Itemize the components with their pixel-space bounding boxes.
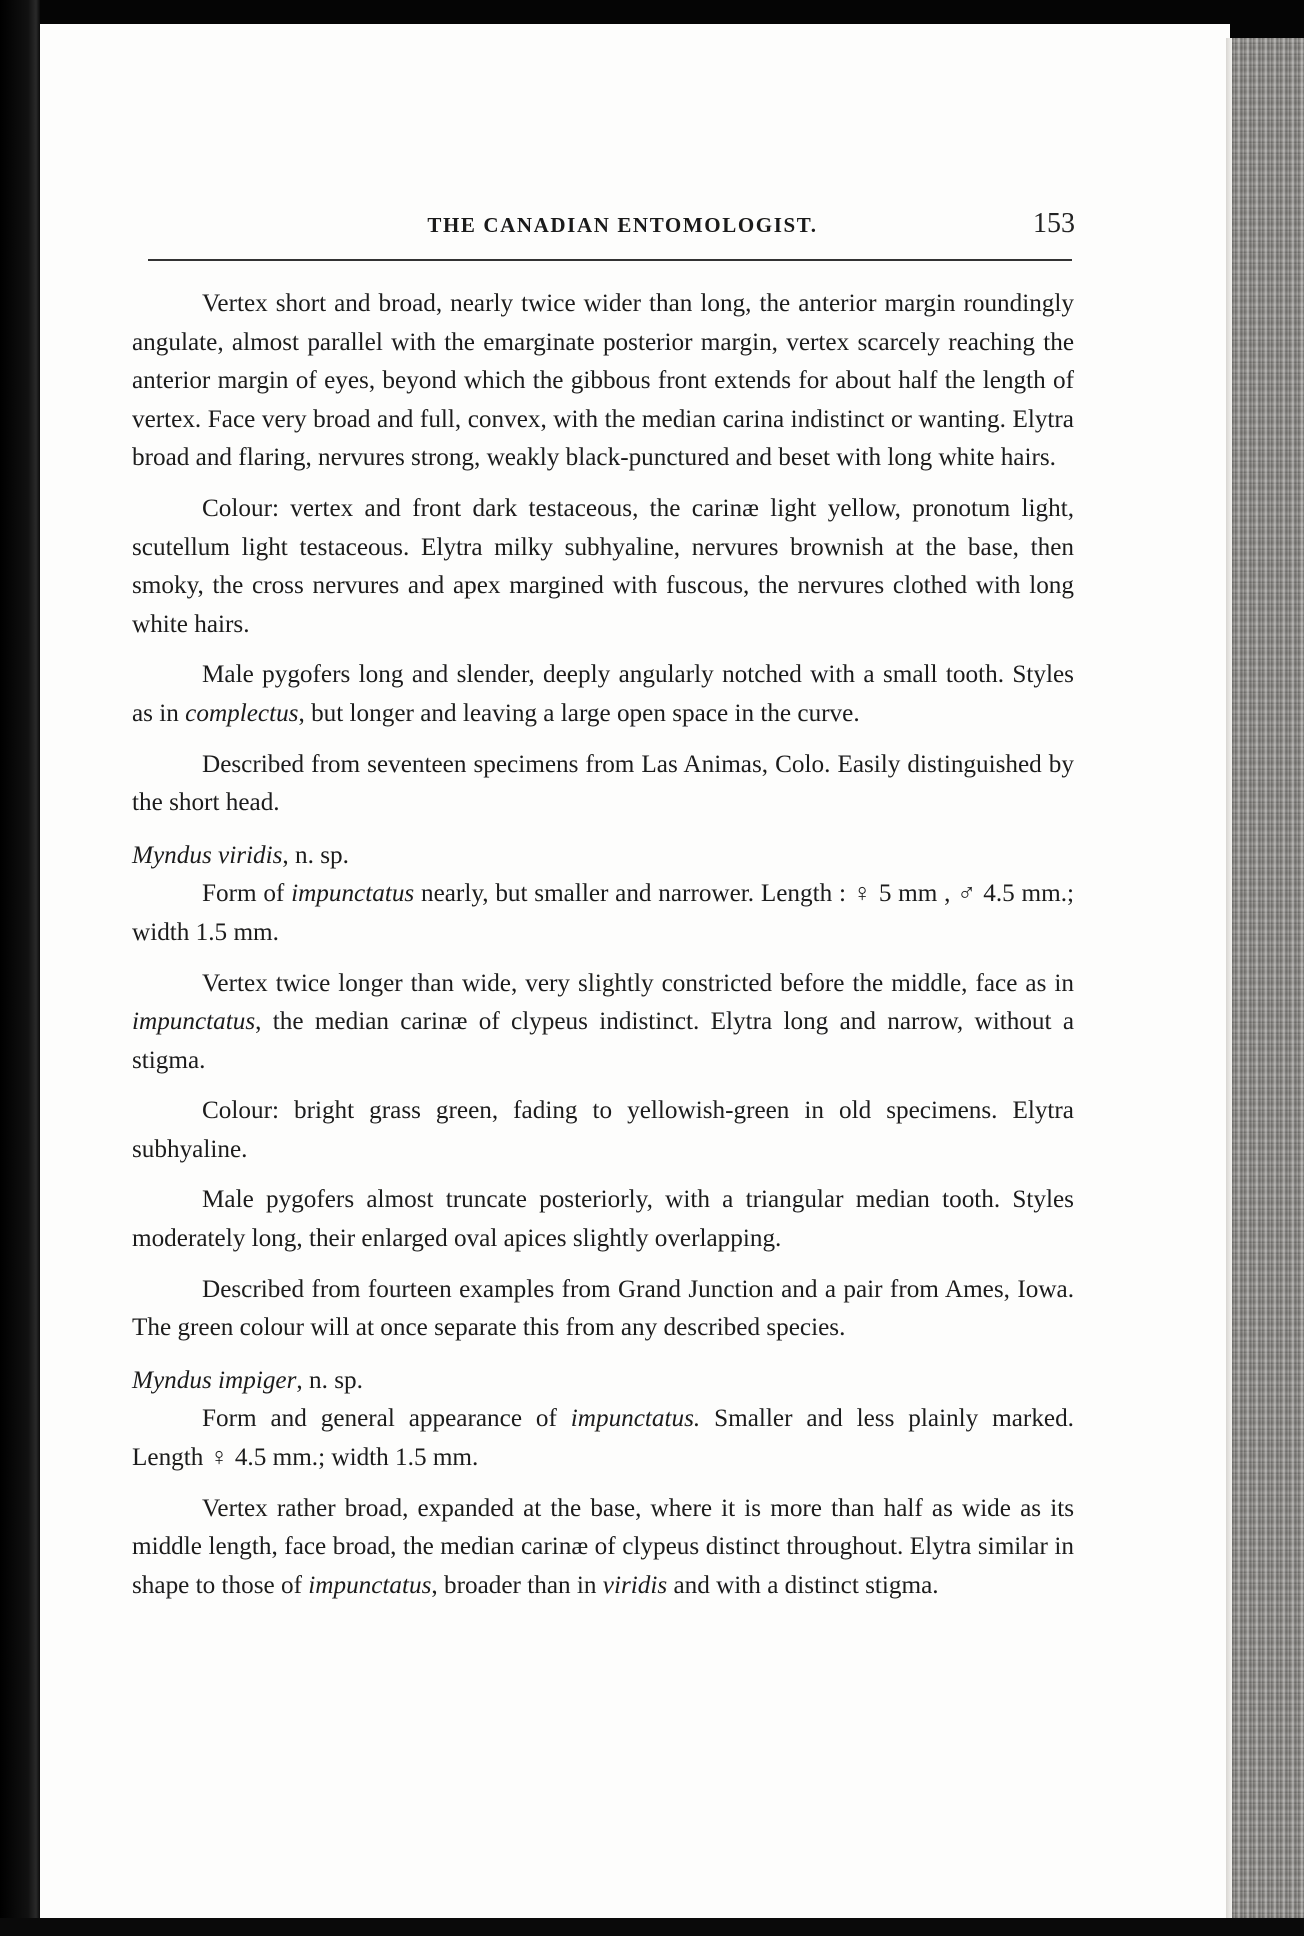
species-tail: , n. sp.	[282, 841, 349, 869]
paragraph-vertex-description: Vertex short and broad, nearly twice wider than long, the anterior margin roundingly angulate, almost parallel with the emarginate posterior margin, vertex scarcely reaching the anterior margin of eyes, beyond which the gibbous front extends for about half the length of vertex. Face very broad and full, convex, with the median carina indistinct or wanting. Elytra broad and flaring, nervures strong, weakly black-punctured and beset with long white hairs.	[132, 290, 1074, 472]
text-run: , but longer and leaving a large open space in the curve.	[298, 699, 860, 727]
paragraph-colour: Colour: vertex and front dark testaceous, the carinæ light yellow, pronotum light, scutellum light testaceous. Elytra milky subhyaline, nervures brownish at the base, then smoky, the cross nervures and apex margined with fuscous, the nervures clothed with long white hairs.	[132, 494, 1074, 638]
page-number: 153	[1033, 208, 1075, 239]
header-rule	[148, 259, 1072, 261]
species-tail: , n. sp.	[296, 1366, 363, 1394]
paragraph-described-from: Described from fourteen examples from Grand Junction and a pair from Ames, Iowa. The green colour will at once separate this from any described species.	[132, 1275, 1074, 1342]
book-page-edges	[1226, 38, 1304, 1936]
paragraph-vertex	[132, 1490, 1074, 1606]
text-run: Smaller and less plainly marked. Length ♀ 4.5 mm.; width 1.5 mm.	[132, 1405, 1074, 1472]
running-title: THE CANADIAN ENTOMOLOGIST.	[427, 213, 818, 237]
page-header	[140, 205, 1075, 255]
text-run: , broader than in	[431, 1571, 603, 1599]
text-run: Vertex twice longer than wide, very slightly constricted before the middle, face as in	[202, 969, 1074, 997]
italic-name: viridis	[602, 1571, 668, 1599]
paragraph-male-pygofers: Male pygofers almost truncate posteriorly, with a triangular median tooth. Styles moderately long, their enlarged oval apices slightly overlapping.	[132, 1186, 1074, 1253]
species-name: Myndus impiger	[132, 1366, 297, 1394]
scan-bottom-border	[0, 1918, 1304, 1936]
italic-name: impunctatus	[308, 1571, 432, 1599]
italic-name: complectus	[185, 699, 299, 727]
text-run: and with a distinct stigma.	[667, 1571, 939, 1599]
paragraph-colour: Colour: bright grass green, fading to yellowish-green in old specimens. Elytra subhyaline.	[132, 1097, 1074, 1163]
text-run: Form of	[202, 880, 292, 908]
paragraph-male-pygofers	[132, 656, 1074, 733]
scan-left-border	[0, 0, 40, 1936]
species-heading-impiger	[132, 1362, 1074, 1401]
italic-name: impunctatus	[132, 1008, 256, 1036]
text-run: nearly, but smaller and narrower. Length : ♀ 5 mm , ♂ 4.5 mm.; width 1.5 mm.	[132, 880, 1074, 946]
body-text	[132, 285, 1074, 1605]
text-run: Form and general appearance of	[202, 1405, 571, 1433]
species-heading-viridis	[132, 837, 1074, 876]
paragraph-vertex	[132, 965, 1074, 1081]
species-name: Myndus viridis	[132, 841, 283, 869]
paragraph-described-from: Described from seventeen specimens from Las Animas, Colo. Easily distinguished by the short head.	[132, 750, 1074, 817]
paragraph-form	[132, 875, 1074, 952]
text-run: Vertex rather broad, expanded at the base, where it is more than half as wide as its middle length, face broad, the median carinæ of clypeus distinct throughout. Elytra similar in shape to those of	[132, 1494, 1074, 1599]
text-run: , the median carinæ of clypeus indistinct. Elytra long and narrow, without a stigma.	[132, 1008, 1074, 1074]
italic-name: impunctatus	[291, 880, 415, 908]
italic-name: impunctatus.	[570, 1405, 701, 1433]
text-run: Male pygofers long and slender, deeply angularly notched with a small tooth. Styles as in	[132, 661, 1074, 727]
paragraph-form	[132, 1400, 1074, 1477]
